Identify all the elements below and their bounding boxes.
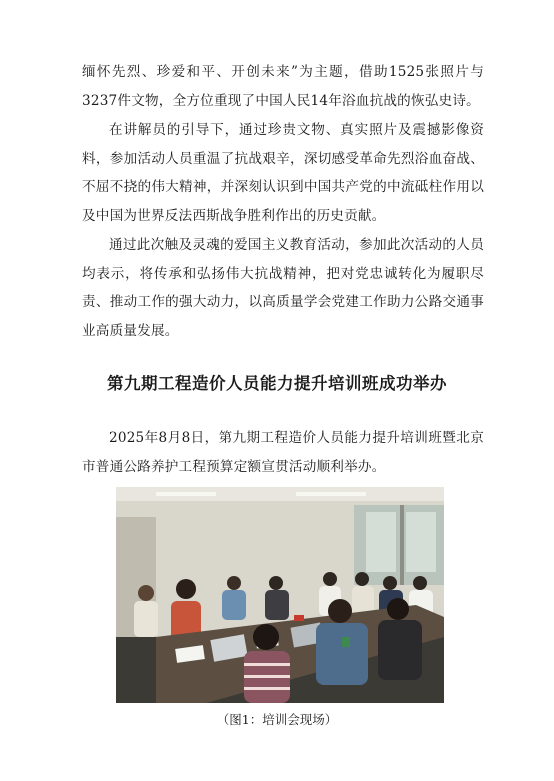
paragraph-participants-statement: 通过此次触及灵魂的爱国主义教育活动，参加此次活动的人员均表示，将传承和弘扬伟大抗战精神，把对党忠诚转化为履职尽责、推动工作的强大动力，以高质量学会党建工作助力公路交通事业高质量发展。 <box>82 237 484 339</box>
paragraph-guided-tour: 在讲解员的引导下，通过珍贵文物、真实照片及震撼影像资料，参加活动人员重温了抗战艰辛，深切感受革命先烈浴血奋战、不屈不挠的伟大精神，并深刻认识到中国共产党的中流砥柱作用以及中国为世界反法西斯战争胜利作出的历史贡献。 <box>82 122 484 224</box>
paragraph-training-event: 2025年8月8日，第九期工程造价人员能力提升培训班暨北京市普通公路养护工程预算定额宣贯活动顺利举办。 <box>82 430 484 475</box>
section-heading: 第九期工程造价人员能力提升培训班成功举办 <box>107 374 447 393</box>
figure-caption: （图1：培训会现场） <box>216 712 338 727</box>
paragraph-exhibition-theme: 缅怀先烈、珍爱和平、开创未来”为主题，借助1525张照片与3237件文物，全方位重现了中国人民14年浴血抗战的恢弘史诗。 <box>82 64 484 109</box>
training-meeting-photo <box>116 487 444 703</box>
